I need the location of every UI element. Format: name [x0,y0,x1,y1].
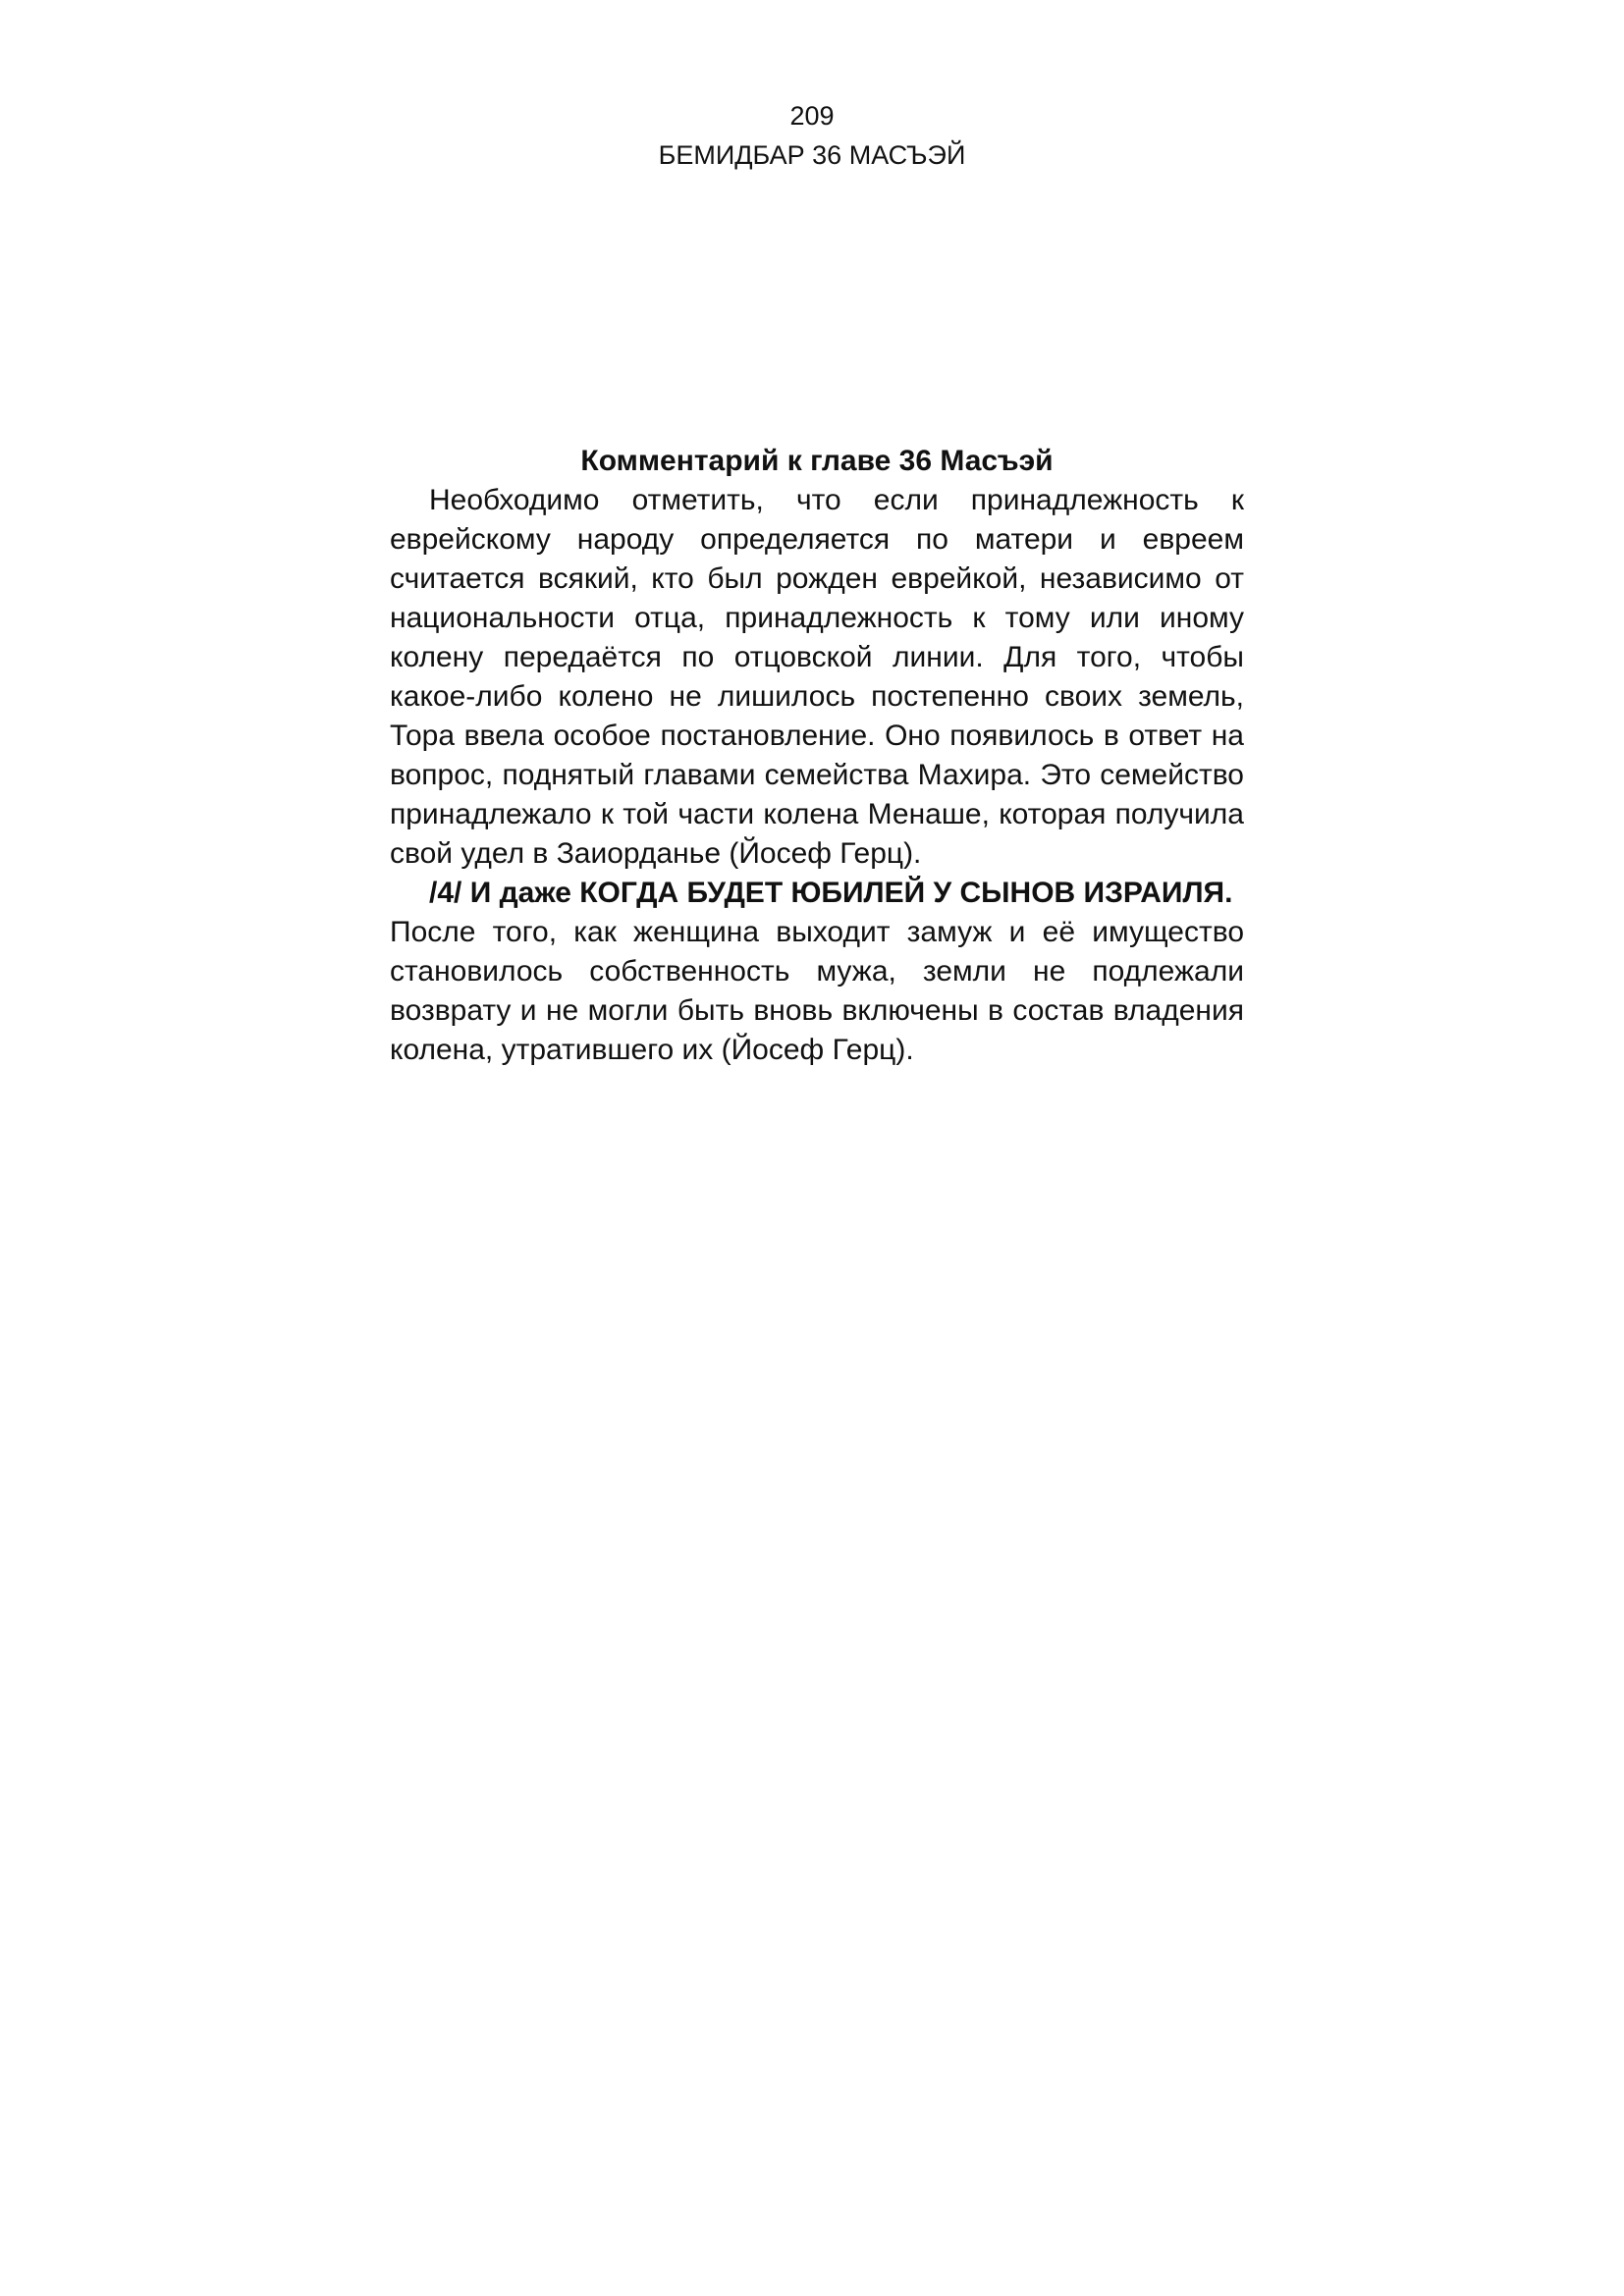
commentary-paragraph-1: Необходимо отметить, что если принадлежность к еврейскому народу определяется по матери и евреем считается всякий, кто был рожден еврейкой, независимо от национальности отца, принадлежность к тому или иному колену передаётся по отцовской линии. Для того, чтобы какое-либо колено не лишилось постепенно своих земель, Тора ввела особое постановление. Оно появилось в ответ на вопрос, поднятый главами семейства Махира. Это семейство принадлежало к той части колена Менаше, которая получила свой удел в Заиорданье (Йосеф Герц). [390,484,1244,870]
commentary-section [390,442,1244,1070]
verse-reference: /4/ И даже КОГДА БУДЕТ ЮБИЛЕЙ У СЫНОВ ИЗРАИЛЯ. [429,877,1233,909]
page-header [0,96,1624,175]
section-title: Комментарий к главе 36 Масъэй [580,445,1054,477]
commentary-paragraph-2: После того, как женщина выходит замуж и её имущество становилось собственность мужа, земли не подлежали возврату и не могли быть вновь включены в состав владения колена, утратившего их (Йосеф Герц). [390,916,1244,1066]
page-number: 209 [789,101,835,131]
running-title: БЕМИДБАР 36 МАСЪЭЙ [658,140,966,170]
